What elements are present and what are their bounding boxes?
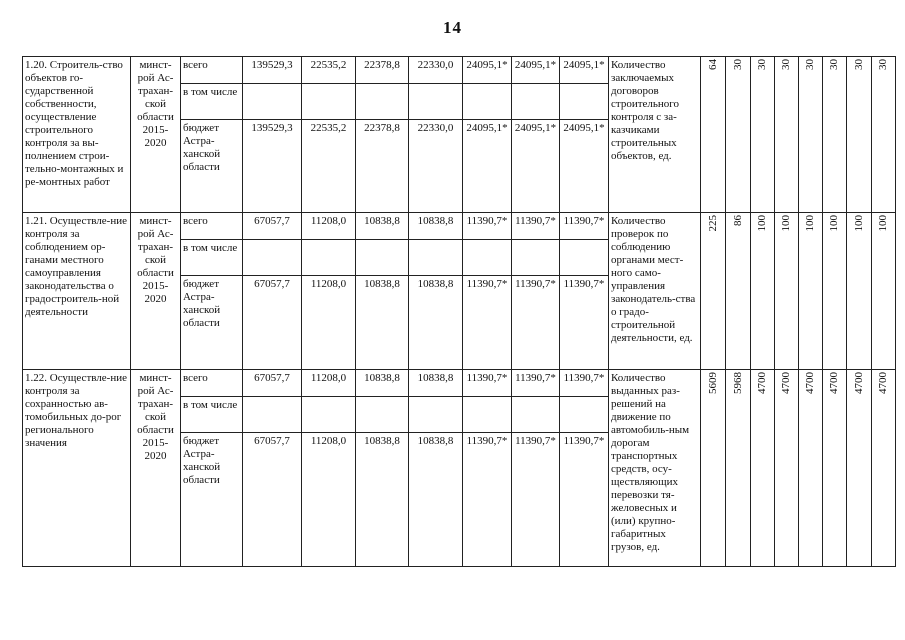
total-value: 11390,7* — [560, 370, 609, 397]
program-table — [22, 56, 896, 567]
source-label-total: всего — [181, 57, 243, 84]
indicator-value-cell — [799, 57, 823, 213]
source-label-total: всего — [181, 370, 243, 397]
indicator-value-cell — [823, 370, 847, 567]
indicator-value: 100 — [828, 215, 840, 232]
executor: минст-рой Ас-трахан-ской области 2015-2020 — [131, 370, 181, 567]
indicator-value: 100 — [804, 215, 816, 232]
indicator-value: 225 — [706, 215, 719, 232]
total-value: 11208,0 — [302, 370, 356, 397]
indicator-value-cell — [823, 213, 847, 370]
total-value: 139529,3 — [243, 57, 302, 84]
indicator-value: 4700 — [828, 372, 840, 394]
executor: минст-рой Ас-трахан-ской области 2015-2020 — [131, 213, 181, 370]
empty-cell — [409, 240, 463, 276]
indicator-value-cell — [775, 370, 799, 567]
table-row — [23, 370, 896, 397]
indicator-value: 100 — [852, 215, 865, 232]
total-value: 11390,7* — [463, 213, 512, 240]
budget-value: 11208,0 — [302, 433, 356, 567]
source-label-budget: бюджет Астра-ханской области — [181, 433, 243, 567]
source-label-budget: бюджет Астра-ханской области — [181, 276, 243, 370]
budget-value: 11390,7* — [463, 433, 512, 567]
executor: минст-рой Ас-трахан-ской области 2015-2020 — [131, 57, 181, 213]
budget-value: 24095,1* — [560, 120, 609, 213]
indicator-value-cell — [872, 213, 896, 370]
total-value: 22330,0 — [409, 57, 463, 84]
indicator-value-cell — [726, 370, 751, 567]
table-row — [23, 213, 896, 240]
total-value: 67057,7 — [243, 370, 302, 397]
budget-value: 10838,8 — [409, 276, 463, 370]
budget-value: 10838,8 — [409, 433, 463, 567]
empty-cell — [356, 84, 409, 120]
indicator-value: 4700 — [804, 372, 816, 394]
indicator-value: 100 — [780, 215, 792, 232]
empty-cell — [560, 84, 609, 120]
indicator-value: 5609 — [706, 372, 719, 394]
indicator-value-cell — [701, 370, 726, 567]
indicator-value-cell — [799, 370, 823, 567]
indicator-value: 30 — [877, 59, 889, 70]
indicator-value: 100 — [756, 215, 768, 232]
source-label-including: в том числе — [181, 84, 243, 120]
total-value: 22378,8 — [356, 57, 409, 84]
measure-name: 1.20. Строитель-ство объектов го-сударственной собственности, осуществление строительного контроля за вы-полнением строи-тельно-монтажных и ре-монтных работ — [23, 57, 131, 213]
empty-cell — [463, 84, 512, 120]
total-value: 10838,8 — [409, 213, 463, 240]
budget-value: 11390,7* — [560, 276, 609, 370]
indicator-value: 64 — [706, 59, 719, 70]
empty-cell — [512, 397, 560, 433]
total-value: 11208,0 — [302, 213, 356, 240]
empty-cell — [356, 240, 409, 276]
indicator-value: 30 — [828, 59, 840, 70]
empty-cell — [463, 240, 512, 276]
empty-cell — [302, 84, 356, 120]
budget-value: 11208,0 — [302, 276, 356, 370]
indicator-value: 30 — [756, 59, 768, 70]
indicator-value-cell — [701, 57, 726, 213]
measure-name: 1.21. Осуществле-ние контроля за соблюдением ор-ганами местного самоуправления законодательства о градостроитель-ной деятельности — [23, 213, 131, 370]
indicator-text: Количество заключаемых договоров строительного контроля с за-казчиками строительных объектов, ед. — [609, 57, 701, 213]
indicator-value-cell — [726, 213, 751, 370]
indicator-value-cell — [872, 57, 896, 213]
total-value: 11390,7* — [463, 370, 512, 397]
indicator-value: 30 — [852, 59, 865, 70]
source-label-total: всего — [181, 213, 243, 240]
source-label-including: в том числе — [181, 240, 243, 276]
total-value: 11390,7* — [512, 213, 560, 240]
empty-cell — [560, 240, 609, 276]
budget-value: 22378,8 — [356, 120, 409, 213]
indicator-value-cell — [847, 213, 872, 370]
budget-value: 22330,0 — [409, 120, 463, 213]
total-value: 67057,7 — [243, 213, 302, 240]
table-row — [23, 57, 896, 84]
total-value: 10838,8 — [409, 370, 463, 397]
indicator-value: 4700 — [780, 372, 792, 394]
indicator-value: 30 — [731, 59, 744, 70]
empty-cell — [409, 84, 463, 120]
indicator-value-cell — [775, 57, 799, 213]
measure-name: 1.22. Осуществле-ние контроля за сохранностью ав-томобильных до-рог регионального значения — [23, 370, 131, 567]
indicator-value: 4700 — [756, 372, 768, 394]
indicator-value-cell — [726, 57, 751, 213]
indicator-value-cell — [775, 213, 799, 370]
budget-value: 10838,8 — [356, 276, 409, 370]
budget-value: 10838,8 — [356, 433, 409, 567]
indicator-value-cell — [823, 57, 847, 213]
empty-cell — [463, 397, 512, 433]
total-value: 22535,2 — [302, 57, 356, 84]
indicator-value-cell — [751, 370, 775, 567]
indicator-value-cell — [751, 57, 775, 213]
budget-value: 11390,7* — [512, 433, 560, 567]
indicator-value: 86 — [731, 215, 744, 226]
indicator-text: Количество проверок по соблюдению органами мест-ного само-управления законодатель-ства о градо-строительной деятельности, ед. — [609, 213, 701, 370]
total-value: 24095,1* — [512, 57, 560, 84]
total-value: 24095,1* — [463, 57, 512, 84]
total-value: 11390,7* — [512, 370, 560, 397]
empty-cell — [356, 397, 409, 433]
empty-cell — [243, 240, 302, 276]
empty-cell — [302, 240, 356, 276]
source-label-including: в том числе — [181, 397, 243, 433]
total-value: 10838,8 — [356, 213, 409, 240]
empty-cell — [302, 397, 356, 433]
indicator-value-cell — [751, 213, 775, 370]
total-value: 10838,8 — [356, 370, 409, 397]
budget-value: 24095,1* — [463, 120, 512, 213]
budget-value: 139529,3 — [243, 120, 302, 213]
budget-value: 11390,7* — [512, 276, 560, 370]
empty-cell — [512, 240, 560, 276]
indicator-value: 30 — [804, 59, 816, 70]
budget-value: 67057,7 — [243, 276, 302, 370]
total-value: 11390,7* — [560, 213, 609, 240]
indicator-value: 5968 — [731, 372, 744, 394]
empty-cell — [512, 84, 560, 120]
indicator-value: 30 — [780, 59, 792, 70]
indicator-value-cell — [847, 370, 872, 567]
indicator-value: 4700 — [877, 372, 889, 394]
budget-value: 11390,7* — [463, 276, 512, 370]
budget-value: 67057,7 — [243, 433, 302, 567]
page-number: 14 — [443, 18, 462, 37]
indicator-text: Количество выданных раз-решений на движение по автомобиль-ным дорогам транспортных средств, осу-ществляющих перевозки тя-желовесных и (или) крупно-габаритных грузов, ед. — [609, 370, 701, 567]
empty-cell — [243, 397, 302, 433]
indicator-value: 4700 — [852, 372, 865, 394]
budget-value: 24095,1* — [512, 120, 560, 213]
source-label-budget: бюджет Астра-ханской области — [181, 120, 243, 213]
budget-value: 11390,7* — [560, 433, 609, 567]
indicator-value-cell — [847, 57, 872, 213]
empty-cell — [560, 397, 609, 433]
indicator-value: 100 — [877, 215, 889, 232]
indicator-value-cell — [872, 370, 896, 567]
indicator-value-cell — [701, 213, 726, 370]
budget-value: 22535,2 — [302, 120, 356, 213]
empty-cell — [243, 84, 302, 120]
empty-cell — [409, 397, 463, 433]
total-value: 24095,1* — [560, 57, 609, 84]
indicator-value-cell — [799, 213, 823, 370]
